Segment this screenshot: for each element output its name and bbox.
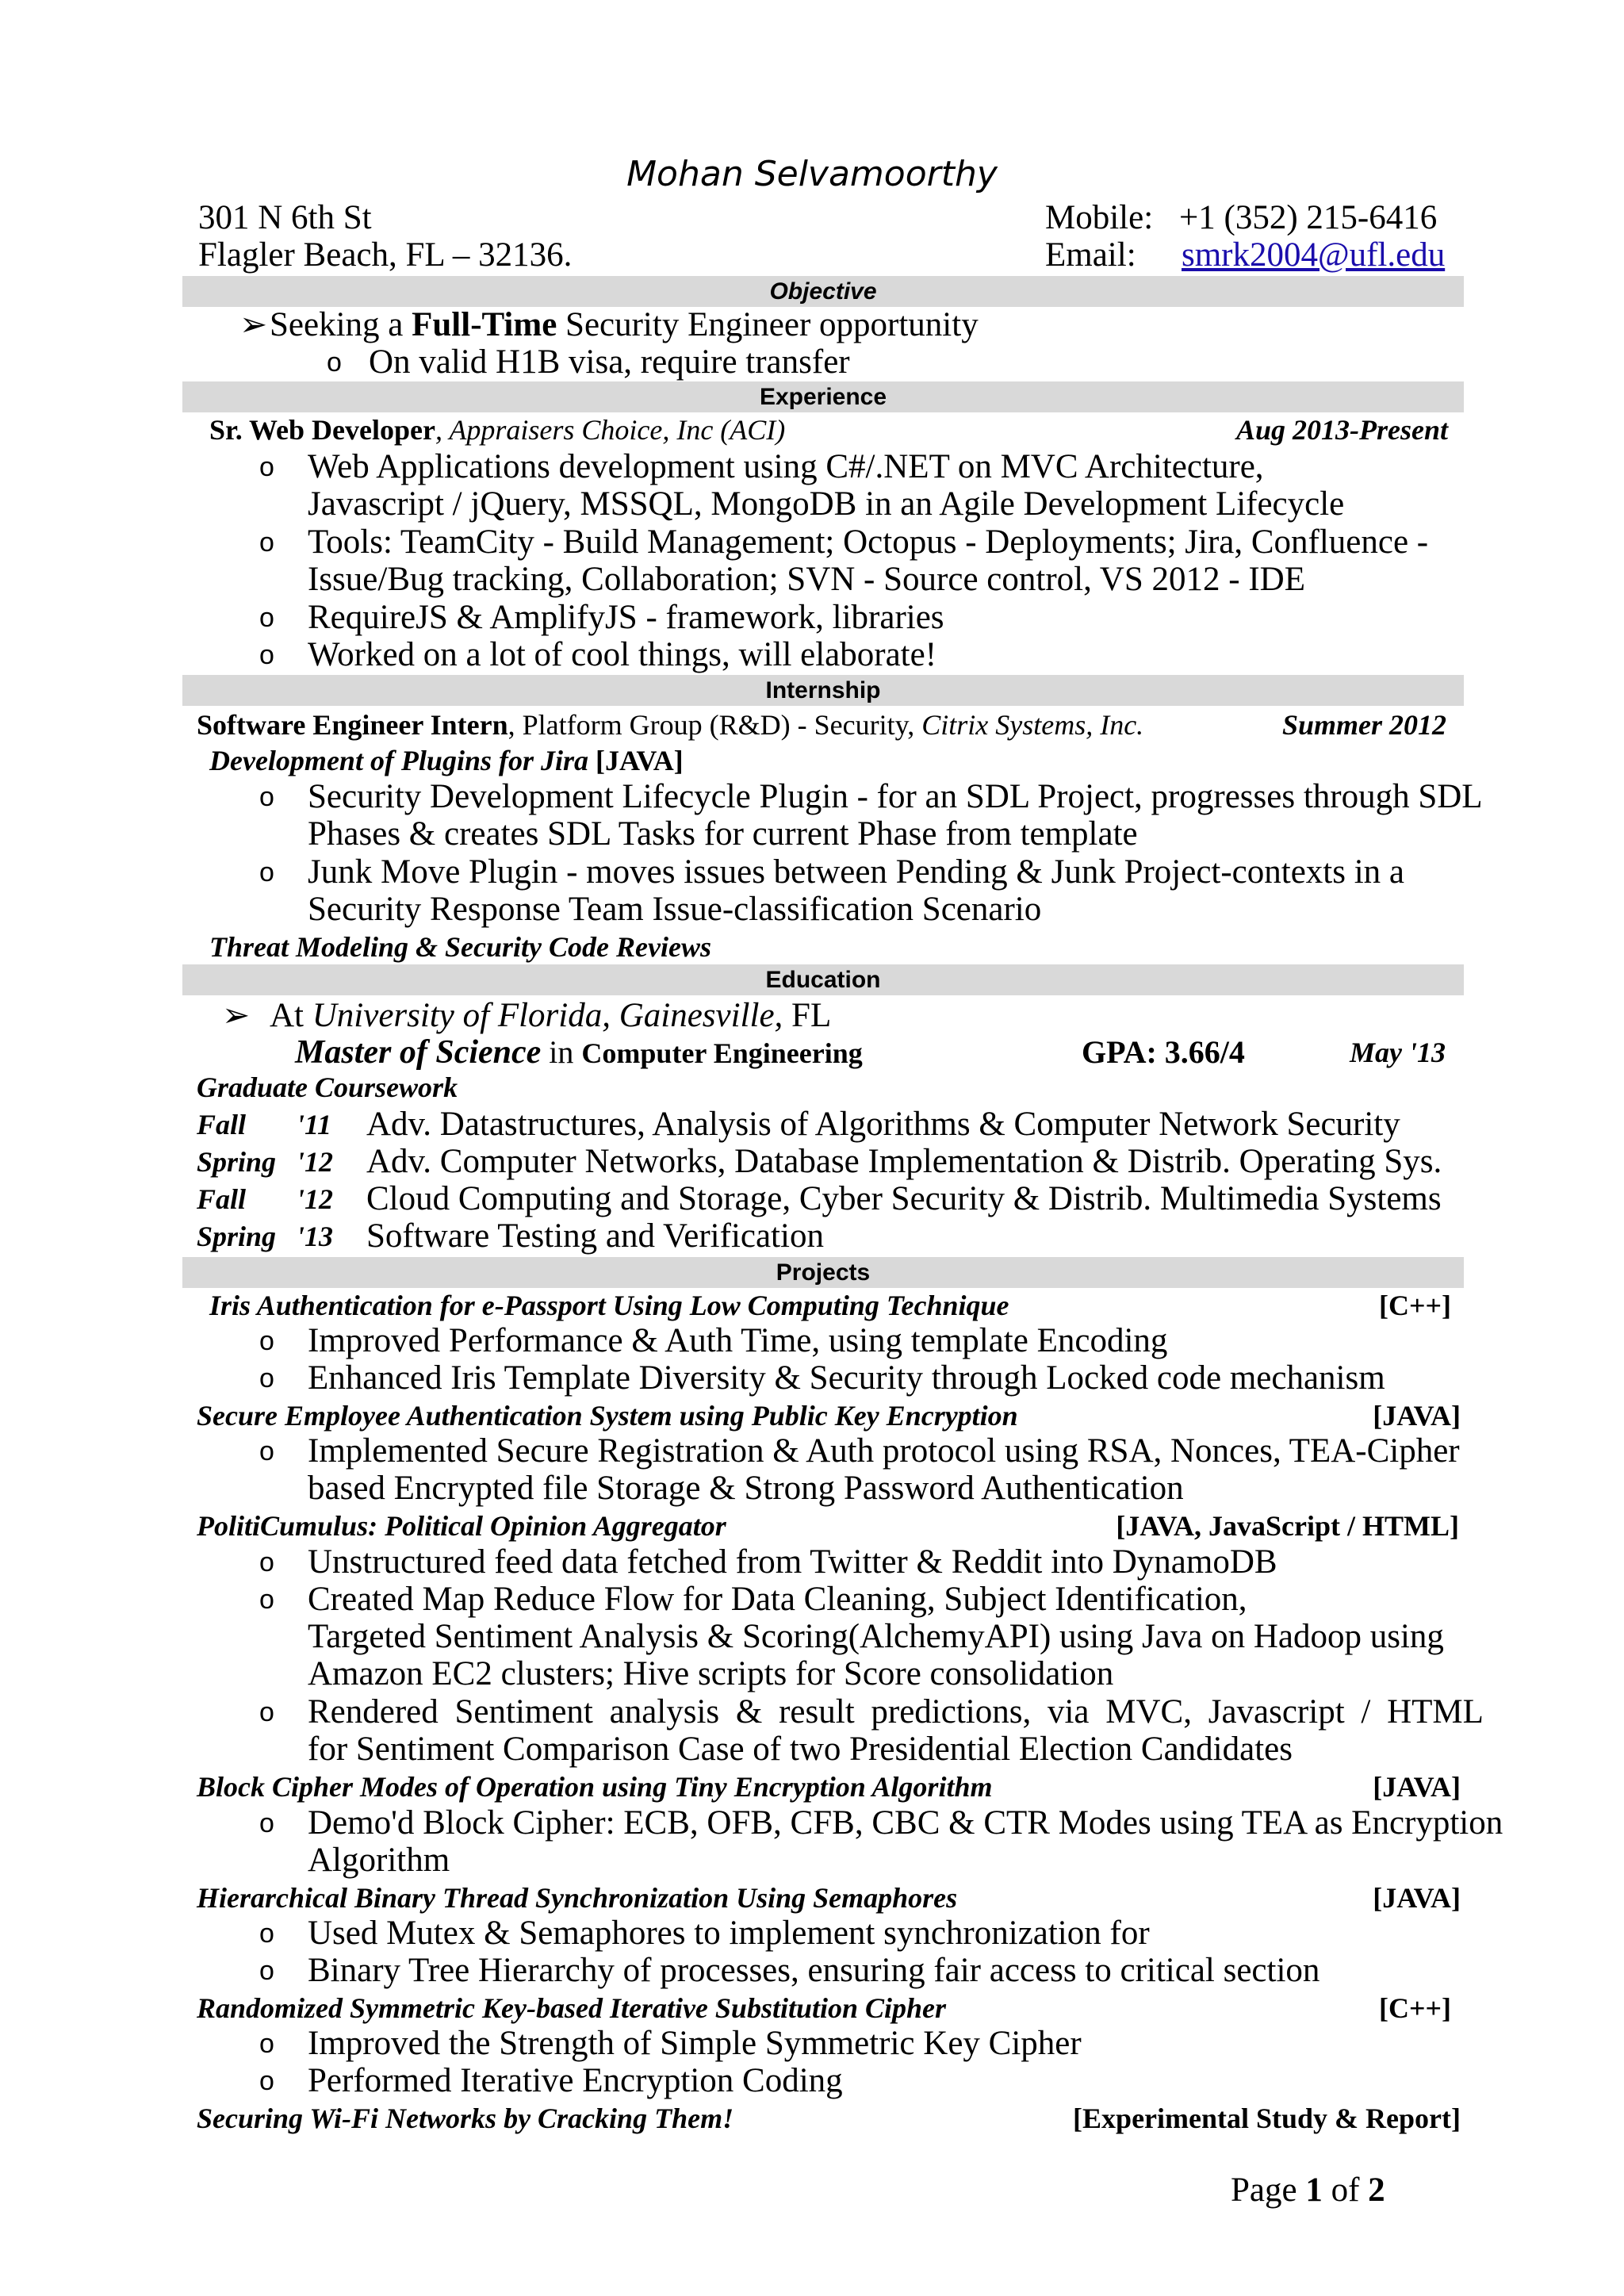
project-bullet-cont: Algorithm [308, 1842, 450, 1879]
page-number [1231, 2171, 1385, 2210]
term-season: Fall [197, 1183, 247, 1215]
project-bullet: Unstructured feed data fetched from Twitter & Reddit into DynamoDB [308, 1543, 1277, 1581]
internship-company: Citrix Systems, Inc. [921, 709, 1144, 741]
term-season: Spring [197, 1221, 277, 1252]
education-degree: Master of Science [295, 1034, 542, 1071]
internship-group: , Platform Group (R&D) - Security, [508, 709, 922, 741]
project-title: Randomized Symmetric Key-based Iterative Substitution Cipher [197, 1992, 947, 2024]
education-at: At [270, 997, 312, 1034]
project-bullet-cont: Amazon EC2 clusters; Hive scripts for Score consolidation [308, 1655, 1114, 1692]
education-degree-line [295, 1033, 863, 1072]
coursework-title: Graduate Coursework [197, 1071, 458, 1103]
bullet-icon: o [259, 1363, 274, 1393]
project-bullet: Created Map Reduce Flow for Data Cleaning, Subject Identification, [308, 1581, 1247, 1618]
bullet-icon: o [259, 1585, 274, 1615]
section-bar-projects [182, 1257, 1464, 1288]
term-season: Fall [197, 1109, 247, 1140]
internship-sub-title: Development of Plugins for Jira [209, 745, 588, 776]
page-total: 2 [1368, 2171, 1385, 2209]
section-bar-internship [182, 675, 1464, 706]
section-title-experience: Experience [759, 384, 887, 410]
bullet-icon: o [259, 782, 274, 812]
internship-header [197, 708, 1143, 742]
section-bar-objective [182, 276, 1464, 307]
project-bullet-cont: based Encrypted file Storage & Strong Password Authentication [308, 1470, 1184, 1507]
bullet-icon: o [259, 640, 274, 670]
address-line-1: 301 N 6th St [198, 199, 372, 236]
term-year: '12 [297, 1183, 334, 1215]
education-university: University of Florida, Gainesville, [312, 997, 783, 1034]
project-bullet: Performed Iterative Encryption Coding [308, 2062, 843, 2099]
internship-sub-heading-2: Threat Modeling & Security Code Reviews [209, 931, 711, 963]
page-current: 1 [1305, 2171, 1323, 2209]
bullet-icon: o [259, 1808, 274, 1838]
project-tag: [C++] [1378, 1992, 1451, 2024]
project-tag: [JAVA] [1373, 1771, 1461, 1803]
experience-bullet-cont: Issue/Bug tracking, Collaboration; SVN - Source control, VS 2012 - IDE [308, 561, 1305, 598]
term-year: '13 [297, 1221, 334, 1252]
objective-text-bold: Full-Time [412, 306, 557, 343]
address-line-2: Flagler Beach, FL – 32136. [198, 236, 573, 274]
page-label: Page [1231, 2171, 1306, 2209]
education-field: Computer Engineering [581, 1037, 863, 1069]
name-heading: Mohan Selvamoorthy [626, 154, 998, 194]
project-bullet-cont: for Sentiment Comparison Case of two Presidential Election Candidates [308, 1731, 1293, 1768]
bullet-icon: o [259, 2029, 274, 2059]
project-bullet: Improved Performance & Auth Time, using template Encoding [308, 1322, 1168, 1359]
experience-bullet: Worked on a lot of cool things, will elaborate! [308, 636, 937, 673]
experience-bullet: Tools: TeamCity - Build Management; Octopus - Deployments; Jira, Confluence - [308, 523, 1429, 561]
internship-dates: Summer 2012 [1281, 709, 1446, 741]
education-grad-date: May '13 [1350, 1037, 1446, 1068]
project-title: Iris Authentication for e-Passport Using Low Computing Technique [209, 1290, 1009, 1321]
project-title: Secure Employee Authentication System using Public Key Encryption [197, 1400, 1018, 1432]
internship-role: Software Engineer Intern [197, 709, 508, 741]
education-degree-in: in [541, 1034, 582, 1070]
project-tag: [JAVA, JavaScript / HTML] [1116, 1510, 1459, 1542]
bullet-icon: o [259, 452, 274, 482]
experience-bullet-cont: Javascript / jQuery, MSSQL, MongoDB in an Agile Development Lifecycle [308, 485, 1345, 523]
internship-sub-tag: [JAVA] [588, 745, 684, 776]
arrow-bullet-icon: ➢ [239, 307, 268, 343]
internship-bullet-cont: Security Response Team Issue-classification Scenario [308, 891, 1042, 928]
section-title-objective: Objective [769, 278, 877, 305]
education-gpa: GPA: 3.66/4 [1082, 1034, 1245, 1070]
internship-bullet: Junk Move Plugin - moves issues between Pending & Junk Project-contexts in a [308, 853, 1405, 891]
objective-line [270, 306, 979, 344]
bullet-icon: o [259, 1547, 274, 1577]
project-bullet-cont: Targeted Sentiment Analysis & Scoring(AlchemyAPI) using Java on Hadoop using [308, 1618, 1444, 1655]
experience-bullet: RequireJS & AmplifyJS - framework, libraries [308, 599, 944, 636]
section-bar-education [182, 964, 1464, 995]
experience-company: , Appraisers Choice, Inc (ACI) [435, 414, 786, 446]
term-year: '11 [297, 1109, 332, 1140]
bullet-icon: o [259, 1918, 274, 1949]
education-university-line [270, 997, 831, 1035]
bullet-icon: o [259, 857, 274, 887]
project-title: Securing Wi-Fi Networks by Cracking Them! [197, 2102, 734, 2134]
bullet-icon: o [259, 527, 274, 558]
mobile-label: Mobile: [1045, 199, 1154, 236]
objective-sub: On valid H1B visa, require transfer [369, 343, 850, 381]
arrow-bullet-icon: ➢ [222, 998, 251, 1034]
project-bullet: Demo'd Block Cipher: ECB, OFB, CFB, CBC & CTR Modes using TEA as Encryption [308, 1804, 1503, 1842]
experience-dates: Aug 2013-Present [1235, 414, 1448, 446]
term-courses: Software Testing and Verification [366, 1217, 824, 1255]
project-bullet: Implemented Secure Registration & Auth protocol using RSA, Nonces, TEA-Cipher [308, 1432, 1460, 1470]
email-link[interactable]: smrk2004@ufl.edu [1182, 236, 1446, 274]
internship-sub-heading [209, 744, 684, 777]
experience-header [209, 413, 785, 447]
project-bullet: Rendered Sentiment analysis & result predictions, via MVC, Javascript / HTML [308, 1693, 1484, 1731]
bullet-icon: o [259, 1956, 274, 1986]
project-tag: [C++] [1378, 1290, 1451, 1321]
section-title-projects: Projects [776, 1259, 871, 1286]
project-bullet: Improved the Strength of Simple Symmetric Key Cipher [308, 2025, 1082, 2062]
project-tag: [JAVA] [1373, 1400, 1461, 1432]
project-title: PolitiCumulus: Political Opinion Aggregator [197, 1510, 726, 1542]
project-tag: [JAVA] [1373, 1882, 1461, 1914]
page-of: of [1322, 2171, 1369, 2209]
experience-bullet: Web Applications development using C#/.NET on MVC Architecture, [308, 448, 1264, 485]
mobile-value: +1 (352) 215-6416 [1179, 199, 1438, 236]
objective-text-post: Security Engineer opportunity [557, 306, 979, 343]
term-year: '12 [297, 1146, 334, 1178]
project-title: Block Cipher Modes of Operation using Tiny Encryption Algorithm [197, 1771, 993, 1803]
bullet-icon: o [259, 1697, 274, 1727]
section-bar-experience [182, 381, 1464, 412]
term-courses: Adv. Computer Networks, Database Implementation & Distrib. Operating Sys. [366, 1143, 1442, 1180]
education-state: FL [783, 997, 832, 1034]
term-courses: Cloud Computing and Storage, Cyber Security & Distrib. Multimedia Systems [366, 1180, 1442, 1217]
section-title-internship: Internship [765, 677, 881, 703]
project-title: Hierarchical Binary Thread Synchronization Using Semaphores [197, 1882, 958, 1914]
term-courses: Adv. Datastructures, Analysis of Algorithms & Computer Network Security [366, 1106, 1400, 1143]
internship-bullet: Security Development Lifecycle Plugin - for an SDL Project, progresses through SDL [308, 778, 1483, 815]
term-season: Spring [197, 1146, 277, 1178]
experience-role: Sr. Web Developer [209, 414, 435, 446]
bullet-icon: o [259, 1436, 274, 1466]
project-bullet: Used Mutex & Semaphores to implement synchronization for [308, 1915, 1150, 1952]
project-tag: [Experimental Study & Report] [1073, 2102, 1461, 2134]
project-bullet: Binary Tree Hierarchy of processes, ensuring fair access to critical section [308, 1952, 1320, 1989]
bullet-icon: o [259, 603, 274, 633]
project-bullet: Enhanced Iris Template Diversity & Security through Locked code mechanism [308, 1359, 1385, 1397]
bullet-icon: o [327, 347, 342, 378]
section-title-education: Education [765, 967, 881, 993]
internship-bullet-cont: Phases & creates SDL Tasks for current Phase from template [308, 815, 1138, 853]
email-label: Email: [1045, 236, 1136, 274]
bullet-icon: o [259, 1326, 274, 1356]
bullet-icon: o [259, 2066, 274, 2096]
objective-text-pre: Seeking a [270, 306, 412, 343]
